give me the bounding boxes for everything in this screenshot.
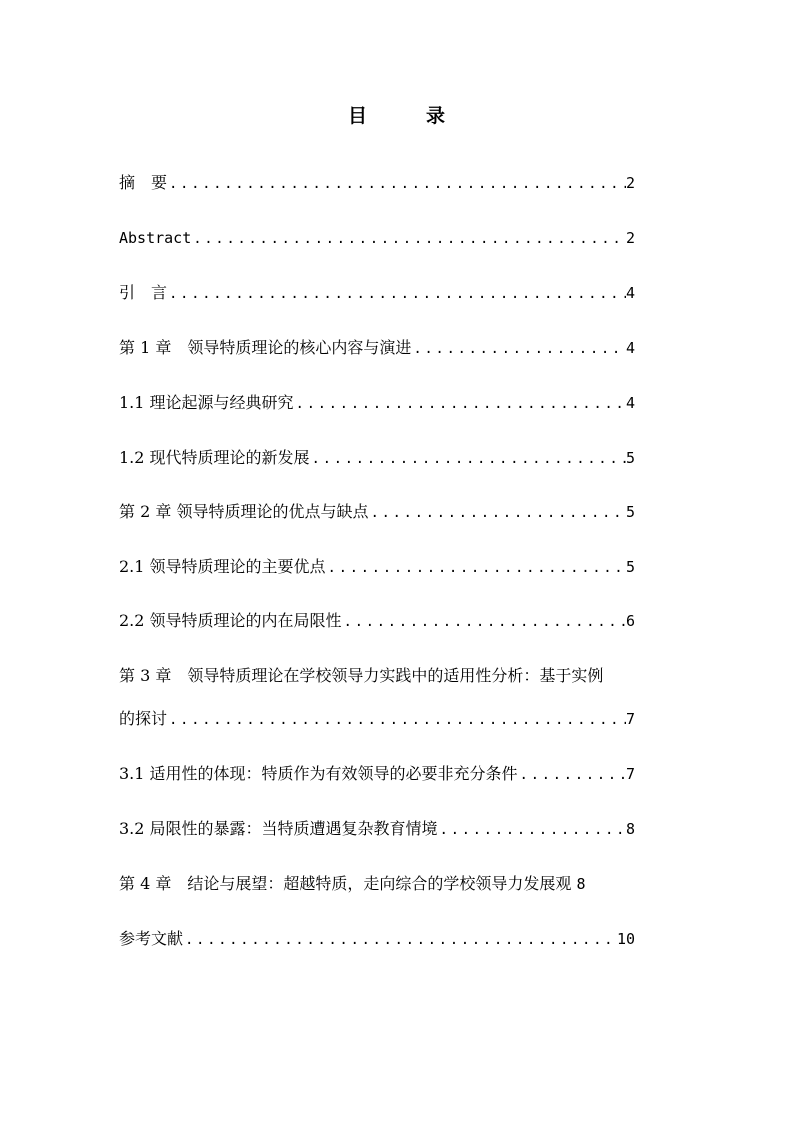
toc-entry-section-2-2[interactable] [119,609,635,634]
toc-page-number: 10 [616,930,635,948]
toc-page-number: 4 [625,339,635,357]
toc-page-number: 8 [576,875,586,893]
toc-entry-label: 1.2 现代特质理论的新发展 [119,448,310,467]
toc-leader-dots [167,172,626,196]
toc-entry-chapter-3-line2[interactable] [119,707,635,732]
toc-entry-label: 3.2 局限性的暴露：当特质遭遇复杂教育情境 [119,819,438,838]
toc-entry-label: 第 2 章 领导特质理论的优点与缺点 [119,502,369,521]
toc-leader-dots [167,708,626,732]
toc-page-number: 2 [625,229,635,247]
toc-leader-dots [183,928,617,952]
toc-leader-dots [310,447,626,471]
toc-leader-dots [438,818,626,842]
toc-leader-dots [368,501,626,525]
toc-entry-section-1-1[interactable] [119,391,635,416]
toc-entry-section-1-2[interactable] [119,446,635,471]
toc-page-number: 4 [625,394,635,412]
toc-entry-section-3-2[interactable] [119,817,635,842]
toc-page-number: 7 [625,710,635,728]
toc-page-number: 5 [625,558,635,576]
toc-page-number: 2 [625,174,635,192]
toc-leader-dots [518,763,626,787]
toc-page-number: 5 [625,449,635,467]
toc-page-number: 5 [625,503,635,521]
toc-entry-label: 参考文献 [119,929,184,948]
toc-entry-chapter-2[interactable] [119,500,635,525]
toc-entry-label: 引 言 [119,283,168,302]
toc-entry-label: 2.1 领导特质理论的主要优点 [119,557,326,576]
toc-entry-introduction[interactable] [119,281,635,306]
toc-page-number: 8 [625,820,635,838]
toc-leader-dots [326,556,626,580]
toc-leader-dots [294,392,626,416]
toc-page-number: 7 [625,765,635,783]
toc-entry-chapter-1[interactable] [119,336,635,361]
toc-title: 目 录 [347,105,465,127]
toc-entry-label: 3.1 适用性的体现：特质作为有效领导的必要非充分条件 [119,764,518,783]
toc-leader-dots [191,227,626,251]
toc-entry-section-3-1[interactable] [119,762,635,787]
toc-page-number: 6 [625,612,635,630]
toc-entry-label: 摘 要 [119,173,168,192]
toc-page-number: 4 [625,284,635,302]
toc-leader-dots [411,337,626,361]
toc-entry-label: 1.1 理论起源与经典研究 [119,393,294,412]
toc-entry-section-2-1[interactable] [119,555,635,580]
toc-entry-references[interactable] [119,927,635,952]
toc-entry-label: 第 1 章 领导特质理论的核心内容与演进 [119,338,412,357]
toc-entry-chapter-3-line1[interactable] [119,664,679,688]
toc-entry-label: 2.2 领导特质理论的内在局限性 [119,611,342,630]
toc-entry-label: Abstract [119,229,192,247]
toc-entry-label: 第 3 章 领导特质理论在学校领导力实践中的适用性分析：基于实例 [119,666,604,685]
toc-entry-label: 第 4 章 结论与展望：超越特质，走向综合的学校领导力发展观 [119,874,572,893]
toc-entry-chapter-4[interactable] [119,872,679,896]
toc-entry-abstract-en[interactable] [119,226,635,251]
toc-entry-abstract-cn[interactable] [119,171,635,196]
toc-entry-label: 的探讨 [119,709,168,728]
toc-leader-dots [167,282,626,306]
toc-leader-dots [342,610,626,634]
